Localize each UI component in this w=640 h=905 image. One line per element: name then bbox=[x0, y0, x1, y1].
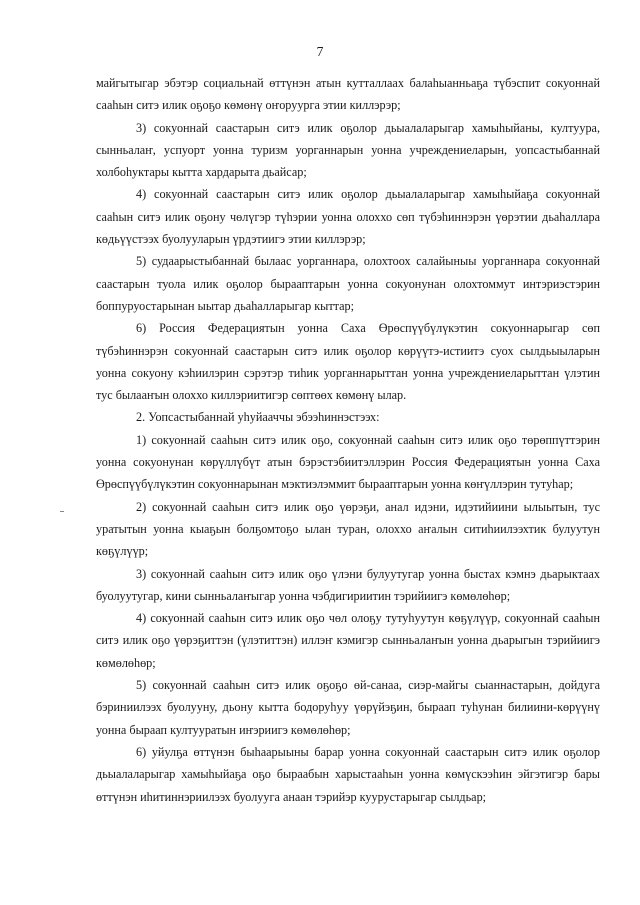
paragraph: 2. Уопсастыбаннай уһуйааччы эбээһиннэстээх: bbox=[136, 410, 380, 425]
paragraph: 4) сокуоннай саастарын ситэ илик оҕолор дьыалаларыгар хамыһыйаҕа сокуоннай сааһын ситэ илик оҕону чөлүгэр түһэрии уонна олоххо сөп түбэһиннэрэн үөрэтии дьаһаллара көдьүүстээх буолууларын үрдэтиигэ этии киллэрэр; bbox=[96, 187, 600, 247]
margin-mark bbox=[60, 511, 64, 512]
document-body bbox=[96, 72, 600, 808]
paragraph: 5) сокуоннай сааһын ситэ илик оҕоҕо өй-санаа, сиэр-майгы сыаннастарын, дойдуга бэриниилээх буолууну, дьону кытта бодоруһуу үөрүйэҕин, быраап туһунан билиини-көрүүнү уонна быраап култууратын иҥэриигэ көмөлөһөр; bbox=[96, 678, 600, 737]
paragraph: 5) судаарыстыбаннай былаас уорганнара, олохтоох салайыныы уорганнара сокуоннай саастарын туола илик оҕолор бырааптарын уонна сокуонунан олохтоммут интэриэстэрин боппуруостарынан ыытар дьаһалларыгар кыттар; bbox=[96, 254, 600, 313]
paragraph: 3) сокуоннай сааһын ситэ илик оҕо үлэни булуутугар уонна быстах кэмнэ дьарыктаах буолуутугар, кини сынньалаҥыгар уонна чэбдигириитин тэрийиигэ көмөлөһөр; bbox=[96, 566, 600, 603]
paragraph: 3) сокуоннай саастарын ситэ илик оҕолор дьыалаларыгар хамыһыйаны, култуура, сынньалаҥ, успуорт уонна туризм уорганнарын уонна учреждениеларын, уопсастыбаннай холбоһуктары кытта хардарыта дьайсар; bbox=[96, 120, 600, 180]
paragraph: 6) Россия Федерациятын уонна Саха Өрөспүүбүлүкэтин сокуоннарыгар сөп түбэһиннэрэн сокуоннай саастарын ситэ илик оҕолор көрүүтэ-истиитэ суох сылдьыыларын уонна сокуону кэһиилэрин сэрэтэр тиһик уорганнарыттан уонна учреждениеларыттан үлэтин тус былааҥын олоххо киллэриитигэр сөптөөх көмөнү ылар. bbox=[96, 321, 600, 403]
page-number: 7 bbox=[316, 44, 324, 59]
paragraph: майгытыгар эбэтэр социальнай өттүнэн атын кутталлаах балаһыанньаҕа түбэспит сокуоннай сааһын ситэ илик оҕоҕо көмөнү оҥоруурга этии киллэрэр; bbox=[96, 76, 600, 113]
paragraph: 6) уйулҕа өттүнэн быһаарыыны барар уонна сокуоннай саастарын ситэ илик оҕолор дьыалаларыгар хамыһыйаҕа оҕо быраабын харыстааһын уонна көмүскээһин эйгэтигэр бары өттүнэн иһитиннэриилээх буолууга анаан тэрийэр куурустарыгар сылдьар; bbox=[96, 744, 600, 804]
paragraph: 4) сокуоннай сааһын ситэ илик оҕо чөл олоҕу тутуһуутун көҕүлүүр, сокуоннай сааһын ситэ илик оҕо үөрэҕиттэн (үлэтиттэн) иллэҥ кэмигэр сынньалаҥын уонна дьарыгын тэрийиигэ көмөлөһөр; bbox=[96, 611, 600, 670]
paragraph: 2) сокуоннай сааһын ситэ илик оҕо үөрэҕи, анал идэни, идэтийиини ылыытын, тус уратытын уонна кыаҕын болҕомтоҕо ылан туран, олоххо аҥалын ситиһиилээхтик булуутун көҕүлүүр; bbox=[96, 499, 600, 559]
paragraph: 1) сокуоннай сааһын ситэ илик оҕо, сокуоннай сааһын ситэ илик оҕо төрөппүттэрин уонна сокуонунан көрүллүбүт атын бэрэстэбиитэллэрин Россия Федерациятын уонна Саха Өрөспүүбүлүкэтин сокуоннарынан мэктиэлэммит бырааптарын уонна көҥүллэрин тутуһар; bbox=[96, 432, 600, 492]
